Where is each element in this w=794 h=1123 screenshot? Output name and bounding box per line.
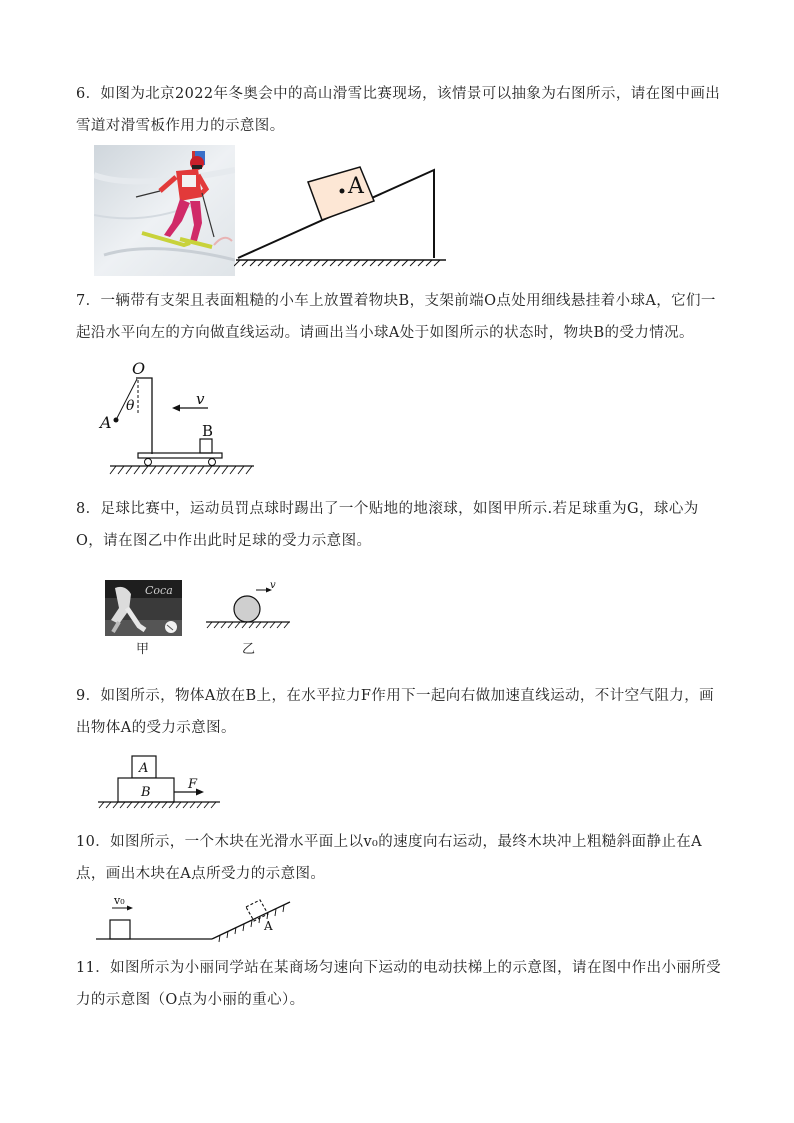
- v0-arrow: [127, 906, 133, 911]
- cart-platform: [138, 453, 222, 458]
- stacked-blocks-diagram: [96, 752, 222, 812]
- figure-yi-label: 乙: [242, 642, 256, 657]
- force-f-label: F: [188, 777, 198, 792]
- svg-text:Coca: Coca: [145, 584, 173, 597]
- question-9: [76, 680, 726, 744]
- block-a-label: A: [139, 761, 149, 776]
- question-6: [76, 78, 726, 142]
- velocity-arrow: [172, 405, 180, 412]
- question-9-line-1: 9．如图所示，物体A放在B上，在水平拉力F作用下一起向右做加速直线运动，不计空气阻力，画: [76, 688, 715, 704]
- question-9-line-2: 出物体A的受力示意图。: [76, 720, 236, 736]
- block-slope-diagram: [96, 890, 296, 946]
- block-a: [308, 167, 374, 220]
- ball-a: [114, 418, 119, 423]
- v0-label: v₀: [114, 894, 125, 907]
- velocity-label: v: [270, 582, 276, 591]
- question-10: [76, 826, 726, 890]
- question-7: [76, 285, 726, 349]
- question-8-line-2: O，请在图乙中作出此时足球的受力示意图。: [76, 533, 372, 549]
- block-b: [200, 439, 212, 453]
- question-8-line-1: 8．足球比赛中，运动员罚点球时踢出了一个贴地的地滚球，如图甲所示.若足球重为G，球心为: [76, 501, 699, 517]
- football-kick-photo: [105, 580, 182, 636]
- question-7-line-2: 起沿水平向左的方向做直线运动。请画出当小球A处于如图所示的状态时，物块B的受力情况。: [76, 325, 694, 341]
- ball-a-label: A: [100, 413, 112, 432]
- question-11-line-1: 11．如图所示为小丽同学站在某商场匀速向下运动的电动扶梯上的示意图，请在图中作出小丽所受: [76, 960, 722, 976]
- block-b-label: B: [141, 785, 151, 800]
- question-7-line-1: 7．一辆带有支架且表面粗糙的小车上放置着物块B，支架前端O点处用细线悬挂着小球A，它们一: [76, 293, 716, 309]
- force-f-arrow: [196, 789, 204, 796]
- block-a-label: A: [348, 174, 364, 199]
- question-6-line-2: 雪道对滑雪板作用力的示意图。: [76, 118, 285, 134]
- question-11-line-2: 力的示意图（O点为小丽的重心）。: [76, 992, 305, 1008]
- point-a-label: A: [264, 919, 273, 933]
- velocity-label: v: [196, 390, 205, 408]
- football: [234, 596, 260, 622]
- angle-theta-label: θ: [126, 398, 135, 414]
- incline-block-diagram: [234, 164, 452, 268]
- cart-pendulum-diagram: [96, 356, 260, 480]
- ski-race-photo: [94, 145, 235, 276]
- question-11: [76, 952, 726, 1016]
- ball-on-ground-diagram: [204, 582, 292, 632]
- question-10-line-2: 点，画出木块在A点所受力的示意图。: [76, 866, 326, 882]
- point-o-label: O: [132, 359, 146, 378]
- center-dot: [340, 189, 345, 194]
- figure-jia-label: 甲: [136, 642, 150, 657]
- wood-block: [110, 920, 130, 939]
- block-b-label: B: [202, 422, 214, 440]
- question-6-line-1: 6．如图为北京2022年冬奥会中的高山滑雪比赛现场，该情景可以抽象为右图所示，请在图中画出: [76, 86, 721, 102]
- question-10-line-1: 10．如图所示，一个木块在光滑水平面上以v₀的速度向右运动，最终木块冲上粗糙斜面静止在A: [76, 834, 703, 850]
- question-8: [76, 493, 726, 557]
